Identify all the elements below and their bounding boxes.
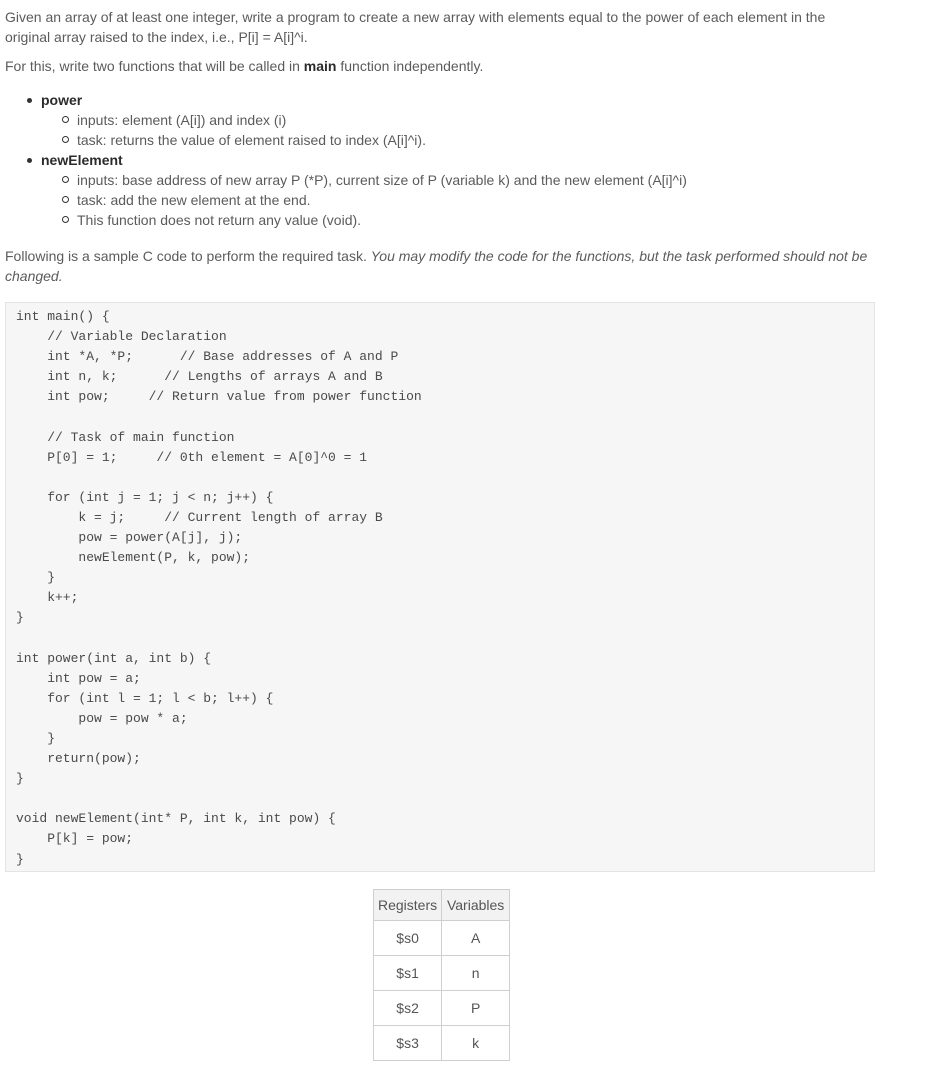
variable-cell: n bbox=[442, 956, 510, 991]
power-details-list bbox=[41, 110, 865, 150]
instruction-bold-main: main bbox=[303, 58, 337, 74]
power-detail-item: inputs: element (A[i]) and index (i) bbox=[41, 110, 865, 130]
header-variables: Variables bbox=[442, 890, 510, 921]
newelement-detail-item: task: add the new element at the end. bbox=[41, 190, 865, 210]
variable-cell: k bbox=[442, 1026, 510, 1061]
function-list bbox=[5, 90, 865, 230]
sample-code-intro-plain: Following is a sample C code to perform the required task. bbox=[5, 248, 371, 264]
function-name-power: power bbox=[41, 92, 83, 108]
instruction-text-before: For this, write two functions that will be called in bbox=[5, 58, 304, 74]
code-block bbox=[5, 302, 875, 872]
table-row bbox=[374, 956, 510, 991]
sample-code-intro bbox=[5, 246, 873, 286]
table-row bbox=[374, 921, 510, 956]
newelement-details-list bbox=[41, 170, 865, 230]
register-cell: $s1 bbox=[374, 956, 442, 991]
instruction-text-after: function independently. bbox=[336, 58, 484, 74]
newelement-detail-item: This function does not return any value (void). bbox=[41, 210, 865, 230]
table-header-row bbox=[374, 890, 510, 921]
function-name-newelement: newElement bbox=[41, 152, 123, 168]
register-cell: $s0 bbox=[374, 921, 442, 956]
variable-cell: P bbox=[442, 991, 510, 1026]
register-mapping-table bbox=[373, 889, 510, 1061]
power-detail-item: task: returns the value of element raised to index (A[i]^i). bbox=[41, 130, 865, 150]
register-cell: $s3 bbox=[374, 1026, 442, 1061]
header-registers: Registers bbox=[374, 890, 442, 921]
table-row bbox=[374, 991, 510, 1026]
table-row bbox=[374, 1026, 510, 1061]
instruction-paragraph bbox=[5, 56, 483, 76]
function-item-power bbox=[5, 90, 865, 150]
register-cell: $s2 bbox=[374, 991, 442, 1026]
newelement-detail-item: inputs: base address of new array P (*P), current size of P (variable k) and the new element (A[i]^i) bbox=[41, 170, 865, 190]
variable-cell: A bbox=[442, 921, 510, 956]
intro-paragraph: Given an array of at least one integer, write a program to create a new array with elements equal to the power of each element in the original array raised to the index, i.e., P[i] = A[i]^i. bbox=[5, 9, 826, 45]
code-text: int main() { // Variable Declaration int *A, *P; // Base addresses of A and P int n, k; // Lengths of arrays A and B int pow; // Return value from power function // Task of main function P[0] = 1; // 0th element = A[0]^0 = 1 for (int j = 1; j < n; j++) { k = j; // Current length of array B pow = power(A[j], j); newElement(P, k, pow); } k++; } int power(int a, int b) { int pow = a; for (int l = 1; l < b; l++) { pow = pow * a; } return(pow); } void newElement(int* P, int k, int pow) { P[k] = pow; } bbox=[16, 309, 422, 867]
function-item-newelement bbox=[5, 150, 865, 230]
sample-code-intro-italic: You may modify the code for the functions, but the task performed should not be changed. bbox=[5, 248, 868, 284]
